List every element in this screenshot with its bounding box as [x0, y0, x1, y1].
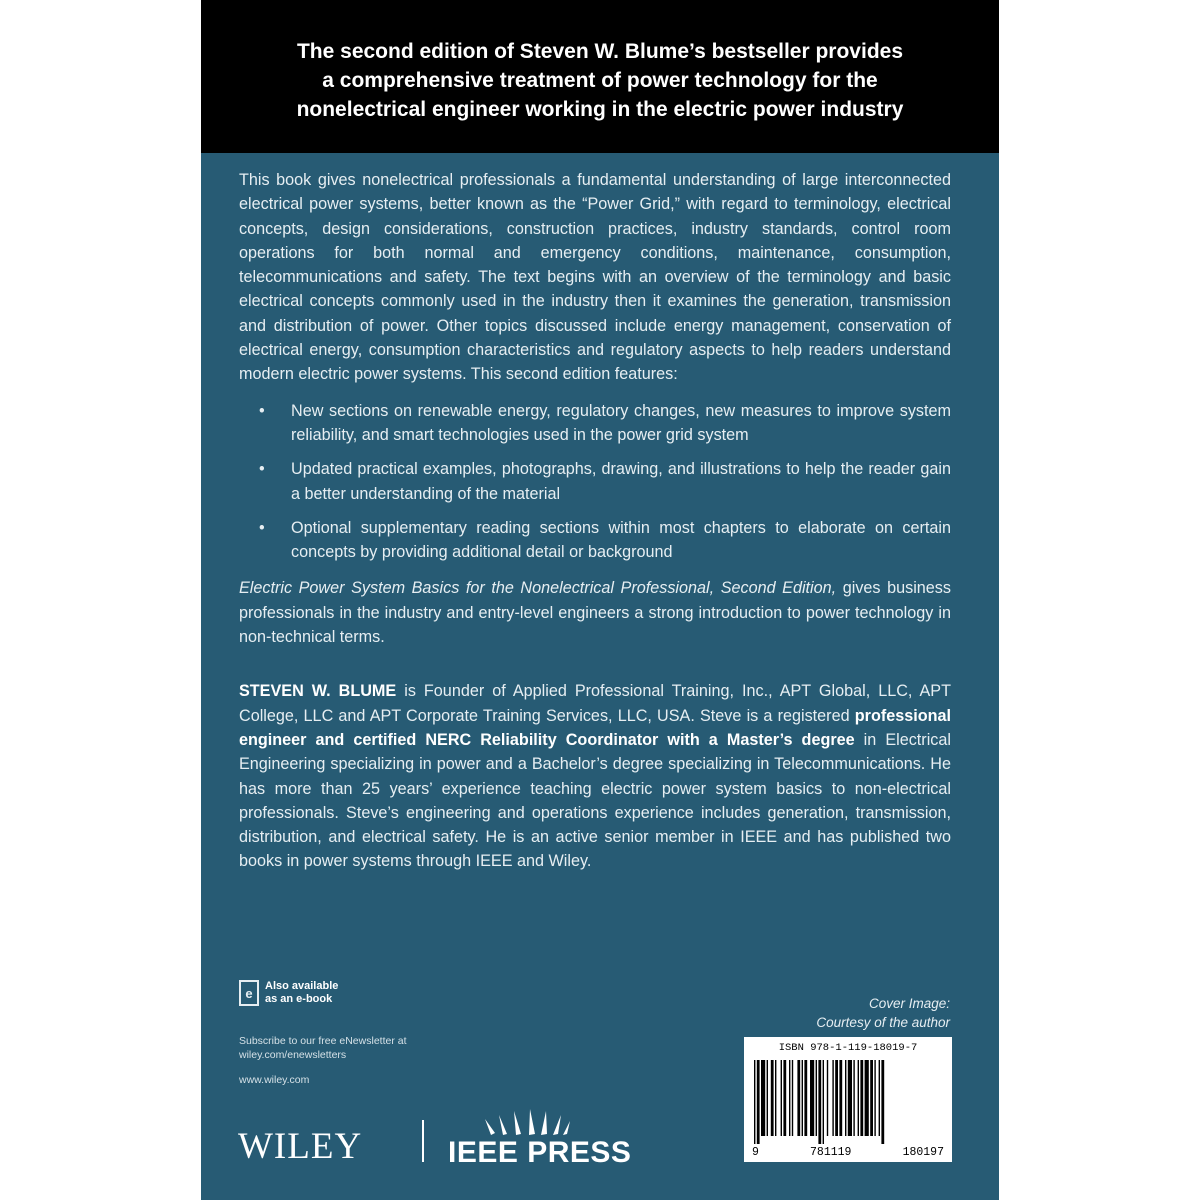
summary-paragraph [239, 576, 951, 649]
barcode-bar [881, 1060, 884, 1144]
ebook-line: as an e-book [265, 993, 333, 1005]
feature-text: New sections on renewable energy, regulatory changes, new measures to improve system reliability, and smart technologies used in the power grid system [291, 401, 951, 444]
feature-text: Updated practical examples, photographs, drawing, and illustrations to help the reader gain a better understanding of the material [291, 460, 951, 503]
book-back-cover [201, 0, 999, 1200]
barcode-bar [835, 1060, 838, 1136]
barcode-bars [752, 1060, 944, 1144]
barcode-bar [818, 1060, 821, 1144]
barcode-bar [775, 1060, 776, 1136]
book-title: Electric Power System Basics for the Nonelectrical Professional, Second Edition, [239, 579, 837, 598]
ieee-burst-icon [481, 1107, 571, 1137]
bullet-icon: • [259, 460, 265, 479]
barcode-bar [804, 1060, 807, 1136]
wiley-logo: WILEY [238, 1126, 363, 1167]
ebook-text [265, 980, 375, 1006]
cover-credit [816, 994, 950, 1032]
barcode-bar [802, 1060, 803, 1136]
ebook-notice [239, 980, 375, 1006]
barcode-bar [845, 1060, 846, 1136]
headline-banner [201, 0, 999, 153]
headline-text [231, 37, 969, 124]
website-link[interactable]: www.wiley.com [239, 1074, 310, 1086]
barcode-bar [827, 1060, 828, 1136]
barcode-bar [771, 1060, 774, 1136]
description-body [239, 168, 951, 874]
newsletter-notice [239, 1034, 407, 1062]
newsletter-link[interactable]: wiley.com/enewsletters [239, 1049, 347, 1061]
barcode-bar [870, 1060, 873, 1136]
barcode-bar [865, 1060, 869, 1136]
barcode-bar [848, 1060, 852, 1136]
author-bio-text: in Electrical Engineering specializing in power and a Bachelor’s degree specializing in Telecommunications. He has more than 25 years’ experience teaching electric power system basics to non-electrical professionals. Steve’s engineering and operations experience includes generation, transmission, distribution, and electrical safety. He is an active senior member in IEEE and has published two books in power systems through IEEE and Wiley. [239, 730, 951, 871]
barcode-bar [789, 1060, 790, 1136]
barcode-bar [781, 1060, 782, 1136]
author-name: STEVEN W. BLUME [239, 682, 397, 701]
barcode-bar [858, 1060, 859, 1136]
barcode-bar [853, 1060, 854, 1136]
barcode-bar [767, 1060, 768, 1136]
barcode-bar [879, 1060, 880, 1136]
feature-item [239, 516, 951, 565]
newsletter-line: Subscribe to our free eNewsletter at [239, 1035, 407, 1047]
credit-line: Courtesy of the author [816, 1015, 950, 1030]
barcode-bar [797, 1060, 800, 1136]
feature-list [239, 399, 951, 565]
barcode-bar [839, 1060, 842, 1136]
barcode-bar [860, 1060, 863, 1136]
intro-paragraph: This book gives nonelectrical professionals a fundamental understanding of large interconnected electrical power systems, better known as the “Power Grid,” with regard to terminology, electrical concepts, design considerations, construction practices, industry standards, control room operations for both normal and emergency conditions, maintenance, consumption, telecommunications and safety. The text begins with an overview of the terminology and basic electrical concepts commonly used in the industry then it examines the generation, transmission and distribution of power. Other topics discussed include energy management, conservation of electrical energy, consumption characteristics and regulatory aspects to help readers understand modern electric power systems. This second edition features: [239, 171, 951, 384]
logo-divider [422, 1120, 424, 1162]
bullet-icon: • [259, 401, 265, 420]
barcode-bar [816, 1060, 817, 1136]
barcode-bar [783, 1060, 786, 1136]
barcode-bar [832, 1060, 833, 1136]
bullet-icon: • [259, 518, 265, 537]
isbn-barcode [744, 1037, 952, 1162]
barcode-bar [810, 1060, 814, 1136]
ebook-line: Also available [265, 980, 339, 992]
barcode-bar [823, 1060, 824, 1144]
barcode-digit-group: 781119 [810, 1146, 852, 1159]
feature-item [239, 399, 951, 448]
barcode-bar [754, 1060, 755, 1144]
barcode-bar [792, 1060, 793, 1136]
barcode-digits [744, 1146, 952, 1159]
barcode-bar [761, 1060, 765, 1136]
barcode-bar [874, 1060, 875, 1136]
barcode-bar [757, 1060, 760, 1144]
credit-line: Cover Image: [868, 996, 950, 1011]
ebook-icon: e [239, 980, 259, 1006]
isbn-number: ISBN 978-1-119-18019-7 [778, 1042, 918, 1054]
ieee-press-logo: IEEE PRESS [448, 1136, 632, 1169]
barcode-digit-group: 9 [752, 1146, 759, 1159]
headline-line: a comprehensive treatment of power technology for the [322, 69, 878, 92]
author-credentials: professional engineer and certified NERC Reliability Coordinator with a Master’s degree [239, 706, 951, 749]
headline-line: The second edition of Steven W. Blume’s bestseller provides [296, 40, 904, 63]
feature-item [239, 457, 951, 506]
headline-line: nonelectrical engineer working in the electric power industry [296, 98, 904, 121]
author-bio [239, 679, 951, 873]
summary-text: gives business professionals in the industry and entry-level engineers a strong introduction to power technology in non-technical terms. [239, 579, 951, 647]
feature-text: Optional supplementary reading sections within most chapters to elaborate on certain concepts by providing additional detail or background [291, 518, 951, 562]
barcode-digit-group: 180197 [902, 1146, 944, 1159]
author-bio-text: is Founder of Applied Professional Training, Inc., APT Global, LLC, APT College, LLC and APT Corporate Training Services, LLC, USA. Steve is a registered [239, 682, 951, 725]
